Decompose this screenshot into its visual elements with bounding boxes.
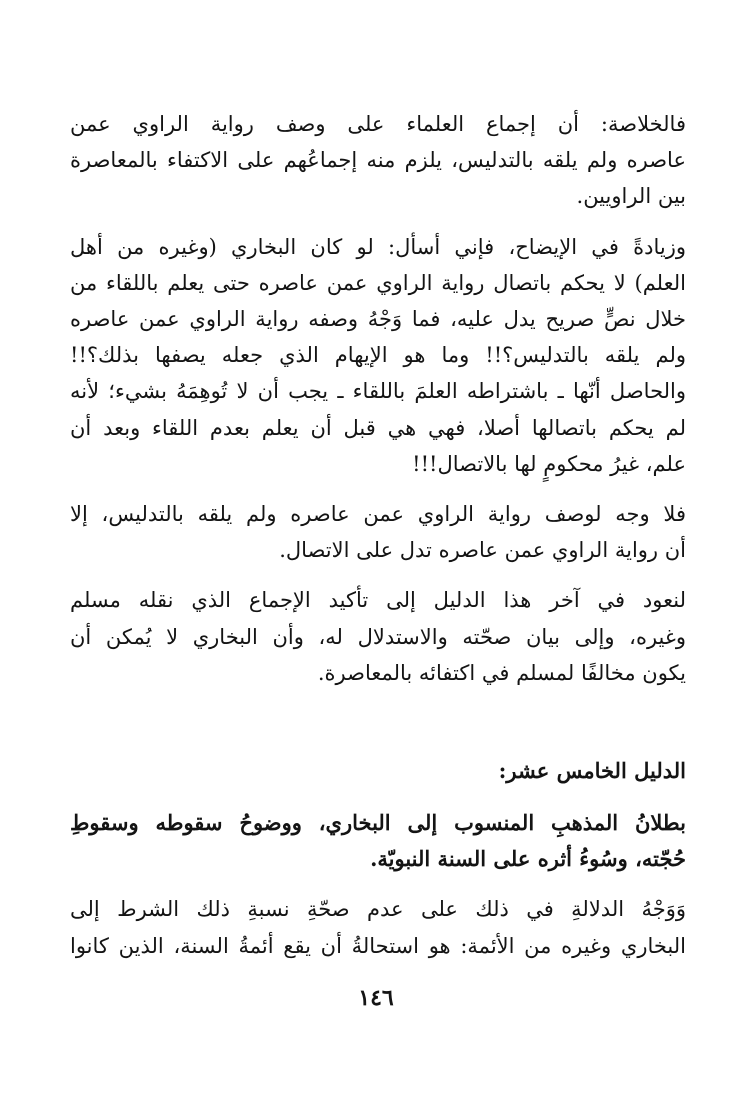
paragraph-no-reason (70, 496, 686, 568)
text-line: فالخلاصة: أن إجماع العلماء على وصف رواية الراوي عمن (70, 112, 686, 136)
text-line: أن رواية الراوي عمن عاصره تدل على الاتصال. (279, 538, 686, 563)
text-line: علم، غيرُ محكومٍ لها بالاتصال!!! (412, 451, 686, 476)
text-line: خلال نصٍّ صريح يدل عليه، فما وَجْهُ وصفه رواية الراوي عمن عاصره (70, 307, 686, 332)
text-line: ولم يلقه بالتدليس؟!! وما هو الإيهام الذي جعله يصفها بذلك؟!! (70, 343, 686, 368)
paragraph-return (70, 582, 686, 691)
section-heading: الدليل الخامس عشر: (498, 758, 686, 784)
text-line: لنعود في آخر هذا الدليل إلى تأكيد الإجماع الذي نقله مسلم (70, 588, 686, 613)
section-gap (70, 705, 686, 753)
text-line: حُجّته، وسُوءُ أثره على السنة النبويّة. (370, 846, 686, 872)
text-line: وزيادةً في الإيضاح، فإني أسأل: لو كان البخاري (وغيره من أهل (70, 234, 686, 259)
page-number: ١٤٦ (358, 985, 394, 1011)
text-line: لم يحكم باتصالها أصلا، فهي هي قبل أن يعلم بعدم اللقاء وبعد أن (70, 415, 686, 440)
text-line: عاصره ولم يلقه بالتدليس، يلزم منه إجماعُهم على الاكتفاء بالمعاصرة (70, 148, 686, 173)
section-thesis (70, 805, 686, 877)
paragraph-evidence (70, 891, 686, 963)
text-line: البخاري وغيره من الأئمة: هو استحالةُ أن يقع أئمةُ السنة، الذين كانوا (70, 933, 686, 958)
text-line: وَوَجْهُ الدلالةِ في ذلك على عدم صحّةِ نسبةِ ذلك الشرط إلى (70, 897, 686, 922)
text-line: العلم) لا يحكم باتصال رواية الراوي عمن عاصره حتى يعلم باللقاء من (70, 270, 686, 295)
text-line: فلا وجه لوصف رواية الراوي عمن عاصره ولم يلقه بالتدليس، إلا (70, 502, 686, 527)
text-line: يكون مخالفًا لمسلم في اكتفائه بالمعاصرة. (317, 660, 686, 685)
text-line: وغيره، وإلى بيان صحّته والاستدلال له، وأن البخاري لا يُمكن أن (70, 624, 686, 649)
text-line: بين الراويين. (576, 184, 686, 209)
paragraph-summary (70, 106, 686, 215)
text-line: والحاصل أنّها ـ باشتراطه العلمَ باللقاء ـ يجب أن لا تُوهِمَهُ بشيء؛ لأنه (70, 379, 686, 404)
paragraph-clarification (70, 229, 686, 482)
text-line: بطلانُ المذهبِ المنسوب إلى البخاري، ووضوحُ سقوطه وسقوطِ (70, 810, 686, 836)
